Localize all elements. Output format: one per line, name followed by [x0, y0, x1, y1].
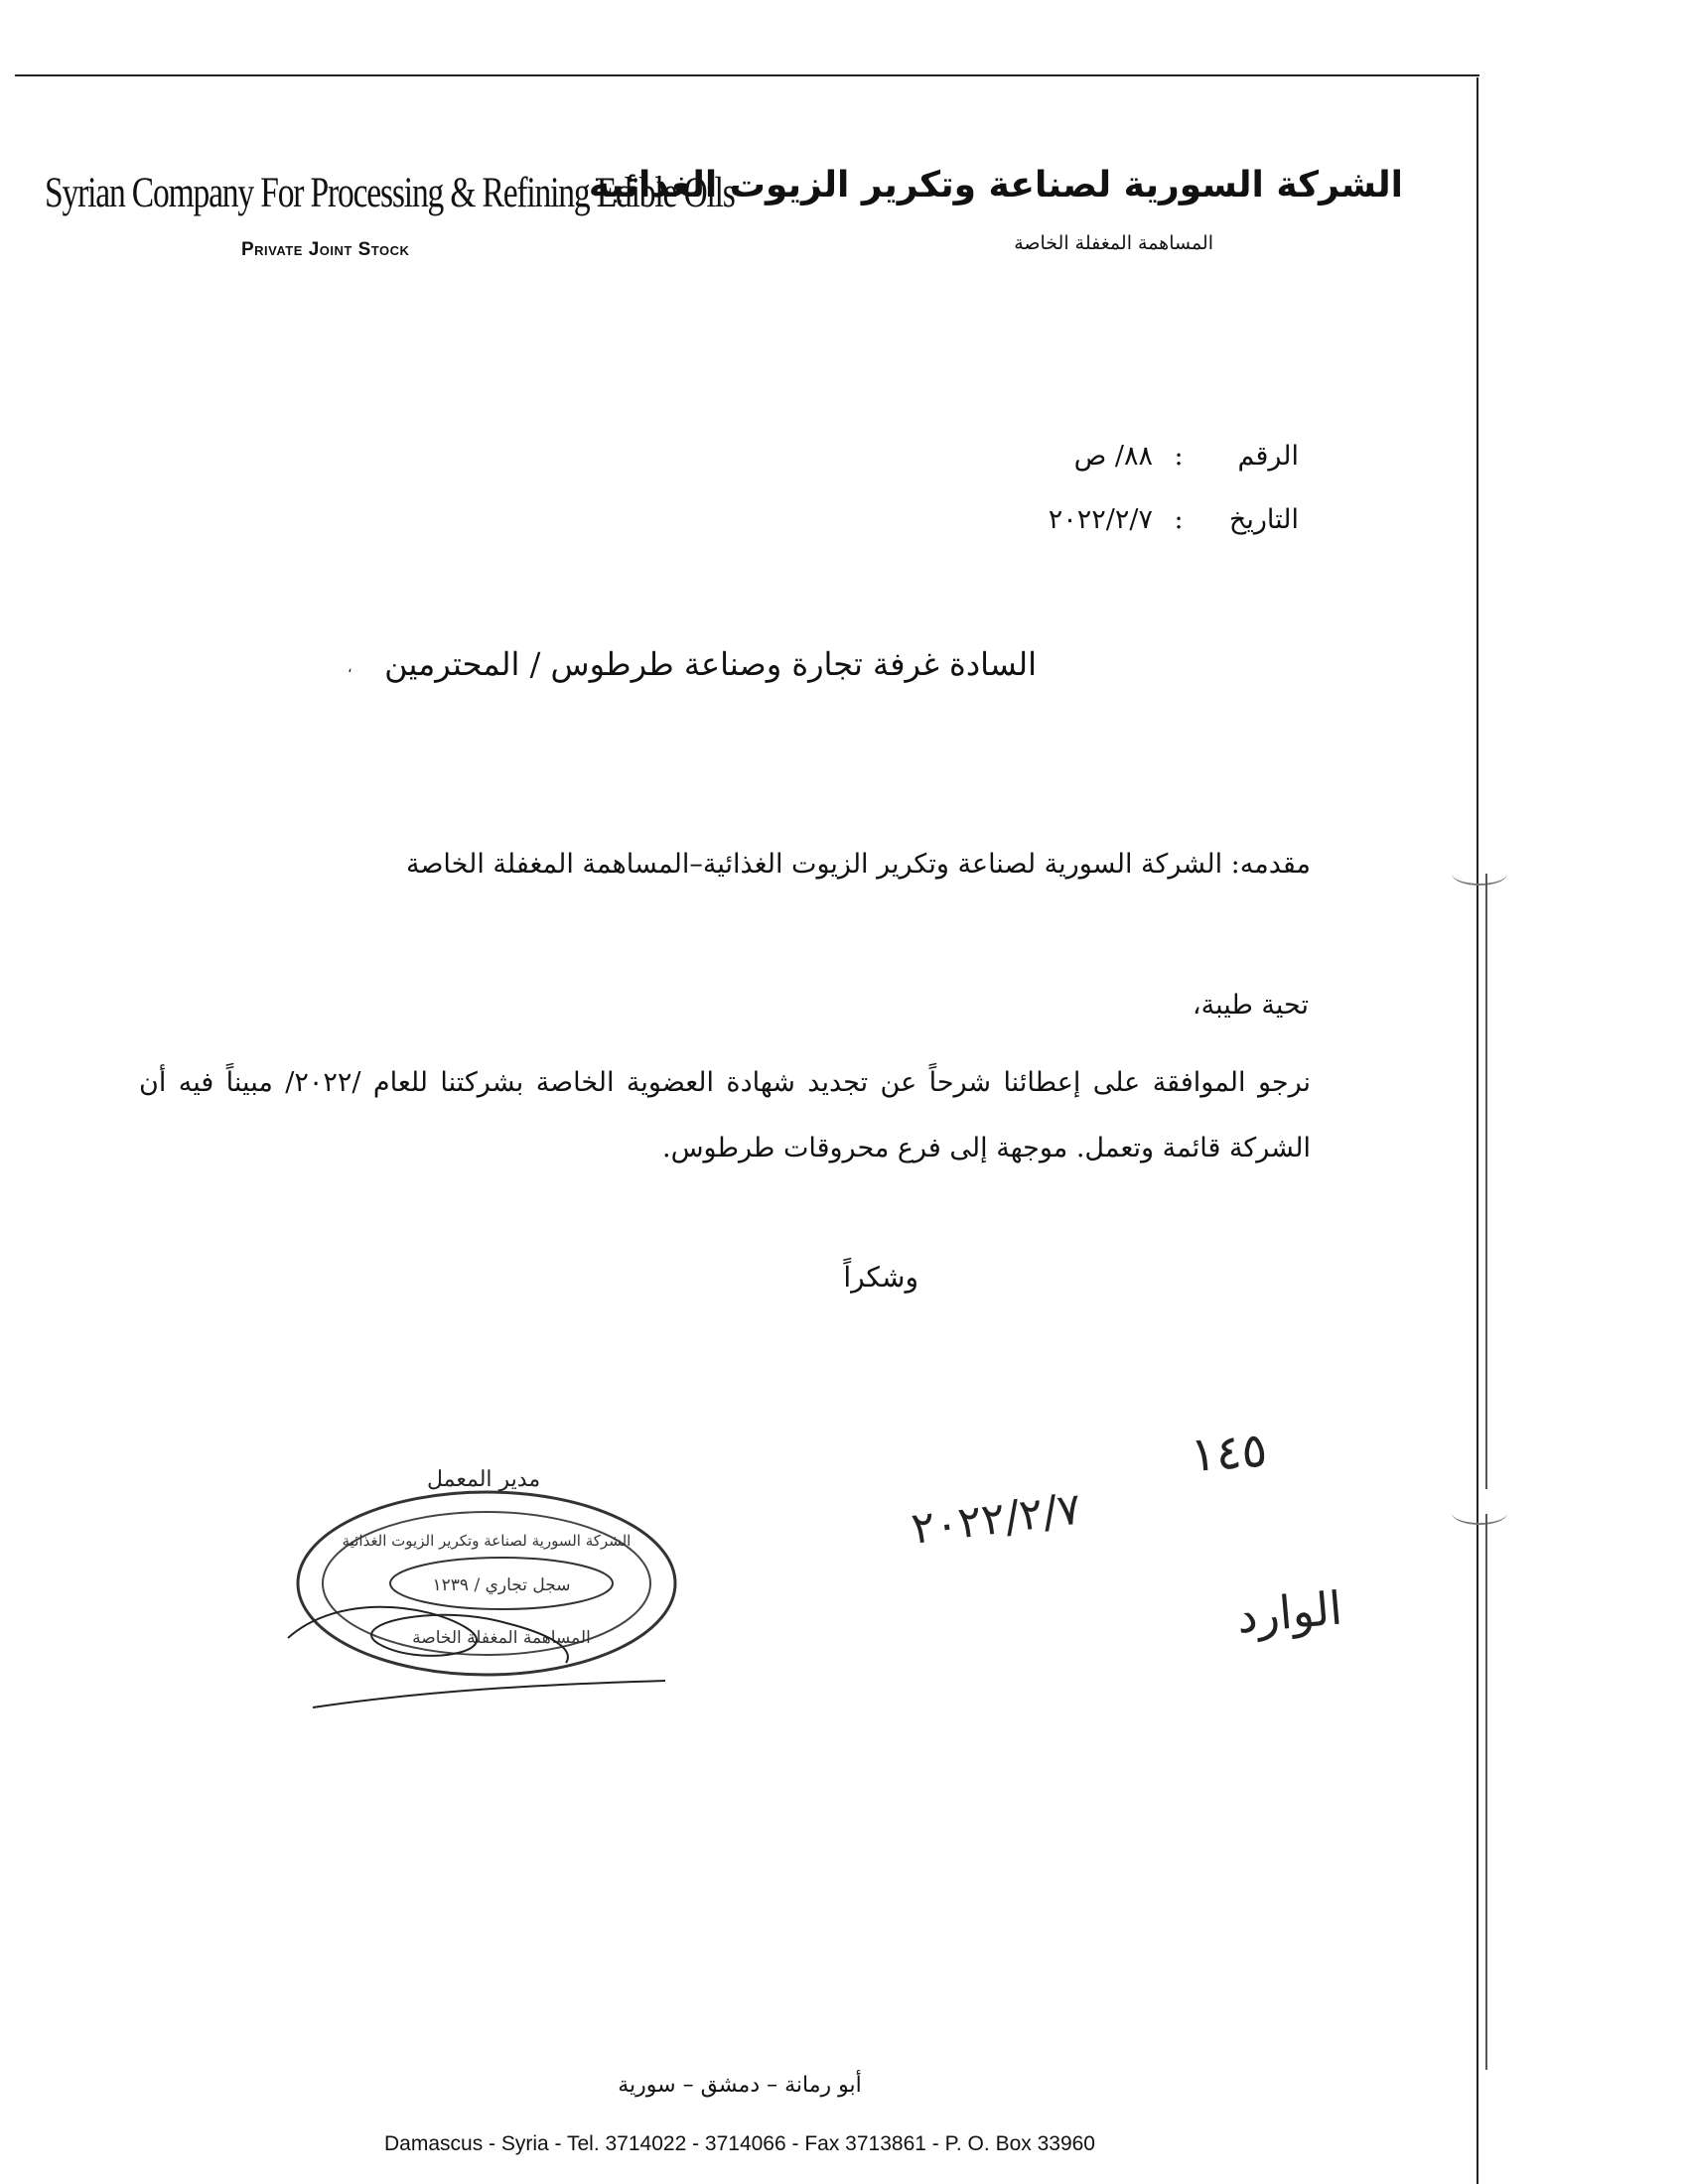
stamp-bottom-text: المساهمة المغفلة الخاصة: [412, 1628, 591, 1648]
stray-mark: ،: [348, 660, 352, 676]
company-name-english: Syrian Company For Processing & Refining Edible Oils: [45, 170, 735, 216]
reference-number-value: ٨٨/ ص: [1073, 441, 1153, 472]
reference-date-value: ٢٠٢٢/٢/٧: [1048, 504, 1153, 535]
reference-number-label: الرقم: [1237, 441, 1299, 472]
fold-mark: [1452, 862, 1507, 886]
company-type-arabic: المساهمة المغفلة الخاصة: [1014, 232, 1213, 254]
top-border-line: [15, 74, 1479, 76]
signature-underline: [313, 1681, 665, 1707]
company-name-arabic: الشركة السورية لصناعة وتكرير الزيوت الغذائية: [588, 165, 1403, 205]
subject-line: مقدمه: الشركة السورية لصناعة وتكرير الزيوت الغذائية–المساهمة المغفلة الخاصة: [406, 849, 1311, 880]
handwritten-date: ٢٠٢٢/٢/٧: [909, 1483, 1084, 1555]
closing: وشكراً: [843, 1261, 918, 1294]
reference-number-separator: :: [1174, 441, 1184, 472]
reference-date-row: [1049, 504, 1299, 535]
greeting: تحية طيبة،: [1192, 990, 1309, 1021]
scan-edge-line: [1485, 1514, 1487, 2070]
stamp-top-text: الشركة السورية لصناعة وتكرير الزيوت الغذائية: [342, 1532, 632, 1550]
addressee: السادة غرفة تجارة وصناعة طرطوس / المحترمين: [384, 645, 1037, 683]
letter-body: نرجو الموافقة على إعطائنا شرحاً عن تجديد شهادة العضوية الخاصة بشركتنا للعام /٢٠٢٢/ مبيناً فيه أن الشركة قائمة وتعمل. موجهة إلى فرع محروقات طرطوس.: [139, 1067, 1311, 1163]
scan-edge-line: [1485, 874, 1487, 1489]
reference-date-separator: :: [1174, 504, 1184, 535]
reference-number-row: [1074, 441, 1299, 472]
company-stamp: [278, 1454, 695, 1732]
stamp-middle-text: سجل تجاري / ١٢٣٩: [432, 1575, 571, 1595]
right-border-line: [1477, 77, 1478, 2184]
footer-address-arabic: أبو رمانة – دمشق – سورية: [618, 2073, 862, 2098]
footer-address-english: Damascus - Syria - Tel. 3714022 - 3714066 - Fax 3713861 - P. O. Box 33960: [384, 2132, 1095, 2155]
reference-date-label: التاريخ: [1228, 504, 1299, 535]
handwritten-number: ١٤٥: [1188, 1422, 1269, 1483]
handwritten-word: الوارد: [1234, 1580, 1344, 1644]
fold-mark: [1452, 1501, 1507, 1525]
handwritten-note: [894, 1410, 1430, 1668]
signatory-title: مدير المعمل: [427, 1467, 541, 1492]
company-type-english: Private Joint Stock: [241, 239, 410, 260]
